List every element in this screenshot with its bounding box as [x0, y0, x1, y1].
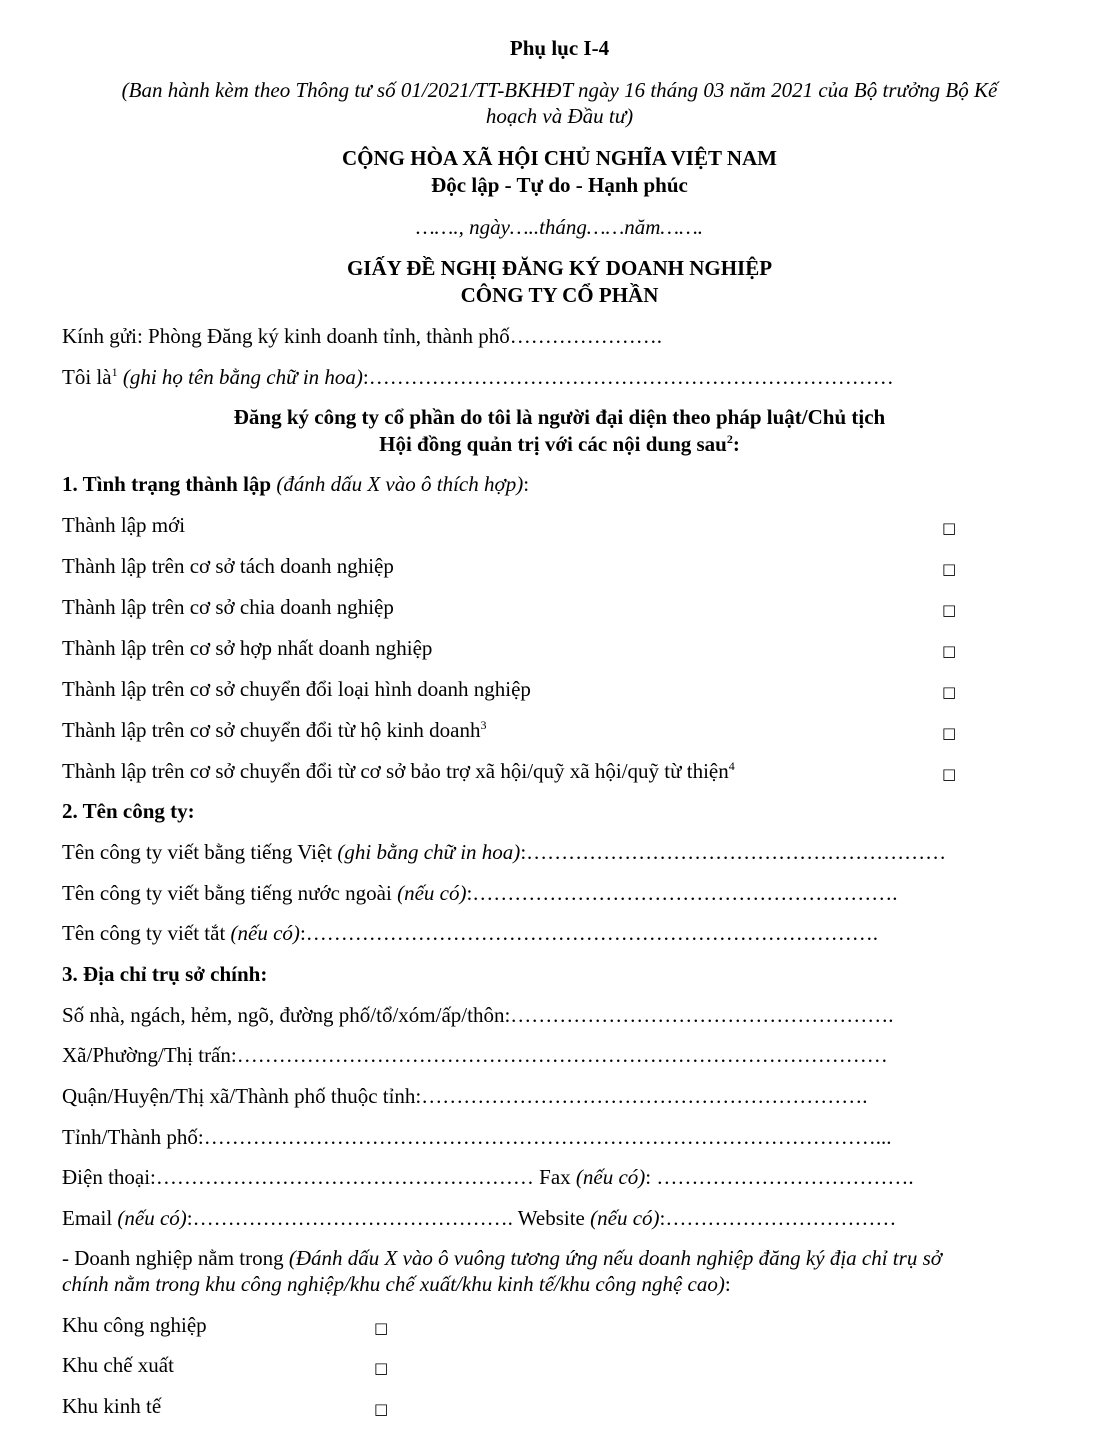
- form-title-2: CÔNG TY CỔ PHẦN: [460, 283, 659, 307]
- company-name-vn-hint: (ghi bằng chữ in hoa): [337, 840, 521, 864]
- fax-dots: : ……………………………….: [645, 1165, 914, 1189]
- company-short-name-hint: (nếu có): [230, 921, 300, 945]
- company-name-foreign-label: Tên công ty viết bằng tiếng nước ngoài: [62, 881, 398, 905]
- register-line-1: Đăng ký công ty cổ phần do tôi là người đại diện theo pháp luật/Chủ tịch: [233, 405, 886, 429]
- website-dots: :……………………………: [659, 1206, 897, 1230]
- section1-hint: (đánh dấu X vào ô thích hợp): [271, 472, 524, 496]
- phone-fax-field[interactable]: [62, 1165, 914, 1190]
- option-text: Thành lập trên cơ sở hợp nhất doanh nghiệp: [62, 636, 433, 660]
- company-short-name-field[interactable]: [62, 921, 878, 946]
- applicant-dots: :…………………………………………………………………: [362, 365, 894, 389]
- option-footnote: 4: [728, 759, 735, 773]
- option-text: Thành lập trên cơ sở chuyển đổi từ hộ kinh doanh: [62, 718, 481, 742]
- applicant-label: Tôi là: [62, 365, 112, 389]
- company-name-foreign-field[interactable]: [62, 881, 898, 906]
- option-label: [62, 554, 394, 579]
- applicant-line[interactable]: [62, 365, 894, 390]
- zone-checkbox[interactable]: □: [374, 1400, 389, 1418]
- section1-colon: :: [523, 472, 530, 496]
- street-field[interactable]: Số nhà, ngách, hẻm, ngõ, đường phố/tổ/xóm/ấp/thôn:……………………………………………….: [62, 1003, 894, 1027]
- motto: Độc lập - Tự do - Hạnh phúc: [431, 173, 688, 197]
- zone-checkbox[interactable]: □: [374, 1359, 389, 1377]
- option-text: Thành lập trên cơ sở chuyển đổi từ cơ sở bảo trợ xã hội/quỹ xã hội/quỹ từ thiện: [62, 759, 729, 783]
- option-label: [62, 595, 394, 620]
- zone-prefix: - Doanh nghiệp nằm trong: [62, 1246, 289, 1270]
- section3-title: 3. Địa chỉ trụ sở chính:: [62, 962, 268, 986]
- option-checkbox[interactable]: □: [942, 601, 957, 619]
- company-short-name-dots: :……………………………………………………………………….: [299, 921, 879, 945]
- section1-heading: [62, 472, 529, 497]
- register-line-2: [0, 432, 1119, 457]
- register-colon: :: [732, 432, 740, 456]
- footnote-2: 2: [726, 432, 733, 446]
- option-text: Thành lập trên cơ sở chia doanh nghiệp: [62, 595, 394, 619]
- nation-name: CỘNG HÒA XÃ HỘI CHỦ NGHĨA VIỆT NAM: [341, 146, 778, 170]
- company-name-vn-field[interactable]: [62, 840, 946, 865]
- option-label: [62, 677, 531, 702]
- option-checkbox[interactable]: □: [942, 765, 957, 783]
- zone-instruction-2: [62, 1272, 731, 1297]
- appendix-title: Phụ lục I-4: [509, 36, 610, 60]
- date-line: ……., ngày…..tháng……năm…….: [415, 215, 704, 239]
- footnote-1: 1: [111, 365, 118, 379]
- company-name-vn-label: Tên công ty viết bằng tiếng Việt: [62, 840, 338, 864]
- zone-hint-1: (Đánh dấu X vào ô vuông tương ứng nếu doanh nghiệp đăng ký địa chỉ trụ sở: [288, 1246, 942, 1270]
- section2-title: 2. Tên công ty:: [62, 799, 195, 823]
- option-text: Thành lập trên cơ sở tách doanh nghiệp: [62, 554, 394, 578]
- zone-colon: :: [724, 1272, 731, 1296]
- option-checkbox[interactable]: □: [942, 683, 957, 701]
- email-dots: :………………………………………. Website: [186, 1206, 591, 1230]
- option-footnote: 3: [480, 718, 487, 732]
- option-label: [62, 636, 432, 661]
- issued-line-2: hoạch và Đầu tư): [485, 104, 634, 128]
- email-label: Email: [62, 1206, 118, 1230]
- company-short-name-label: Tên công ty viết tắt: [62, 921, 231, 945]
- company-name-vn-dots: :……………………………………………………: [520, 840, 947, 864]
- option-label: [62, 513, 185, 538]
- zone-hint-2: chính nằm trong khu công nghiệp/khu chế xuất/khu kinh tế/khu công nghệ cao): [62, 1272, 725, 1296]
- website-hint: (nếu có): [590, 1206, 660, 1230]
- email-hint: (nếu có): [117, 1206, 187, 1230]
- option-label: [62, 718, 487, 743]
- zone-instruction-1: [62, 1246, 942, 1271]
- option-text: Thành lập trên cơ sở chuyển đổi loại hình doanh nghiệp: [62, 677, 531, 701]
- zone-checkbox[interactable]: □: [374, 1319, 389, 1337]
- phone-label: Điện thoại:……………………………………………… Fax: [62, 1165, 576, 1189]
- option-checkbox[interactable]: □: [942, 724, 957, 742]
- option-checkbox[interactable]: □: [942, 642, 957, 660]
- section1-title: 1. Tình trạng thành lập: [62, 472, 272, 496]
- register-line-2-text: Hội đồng quản trị với các nội dung sau: [379, 432, 727, 456]
- ward-field[interactable]: Xã/Phường/Thị trấn:…………………………………………………………………………………: [62, 1043, 888, 1067]
- form-title-1: GIẤY ĐỀ NGHỊ ĐĂNG KÝ DOANH NGHIỆP: [346, 256, 773, 280]
- issued-line-1: (Ban hành kèm theo Thông tư số 01/2021/TT-BKHĐT ngày 16 tháng 03 năm 2021 của Bộ trưởng Bộ Kế: [121, 78, 998, 102]
- option-label: [62, 759, 735, 784]
- fax-hint: (nếu có): [575, 1165, 646, 1189]
- recipient-line: Kính gửi: Phòng Đăng ký kinh doanh tỉnh, thành phố………………….: [62, 324, 662, 348]
- option-checkbox[interactable]: □: [942, 519, 957, 537]
- company-name-foreign-dots: :…………………………………………………….: [466, 881, 898, 905]
- zone-label: Khu chế xuất: [62, 1353, 174, 1377]
- option-checkbox[interactable]: □: [942, 560, 957, 578]
- option-text: Thành lập mới: [62, 513, 186, 537]
- district-field[interactable]: Quận/Huyện/Thị xã/Thành phố thuộc tỉnh:……………………………………………………….: [62, 1084, 868, 1108]
- zone-label: Khu công nghiệp: [62, 1313, 207, 1337]
- province-field[interactable]: Tỉnh/Thành phố:……………………………………………………………………………………...: [62, 1125, 892, 1149]
- company-name-foreign-hint: (nếu có): [397, 881, 467, 905]
- email-website-field[interactable]: [62, 1206, 896, 1231]
- applicant-hint: (ghi họ tên bằng chữ in hoa): [117, 365, 363, 389]
- zone-label: Khu kinh tế: [62, 1394, 162, 1418]
